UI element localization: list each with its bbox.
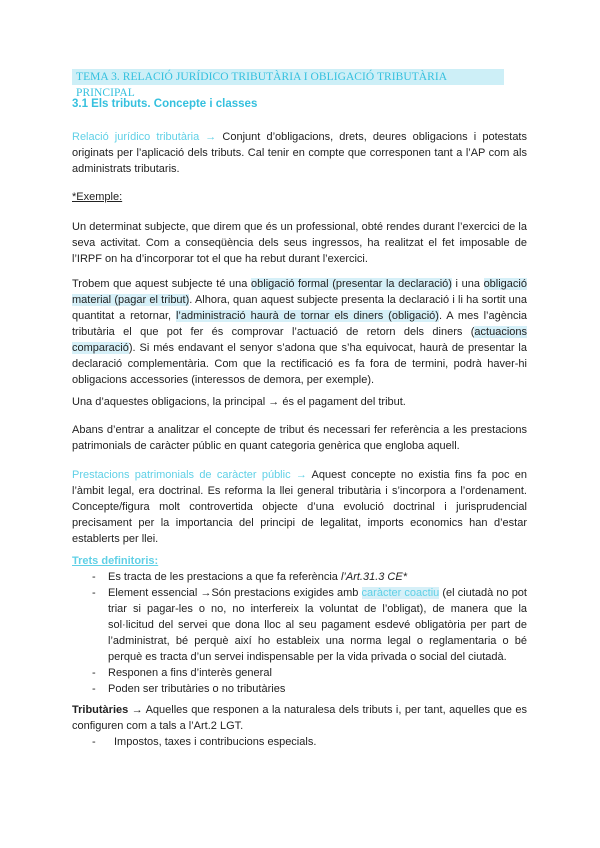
page-title: TEMA 3. RELACIÓ JURÍDICO TRIBUTÀRIA I OBLIGACIÓ TRIBUTÀRIA PRINCIPAL: [72, 69, 504, 85]
relacio-term: Relació jurídico tributària →: [72, 131, 217, 143]
trets-item-3-text: Responen a fins d’interès general: [108, 667, 272, 679]
trets-item-2-text: Element essencial →Són prestacions exigides amb: [108, 587, 362, 599]
highlight-administracio: l’administració haurà de tornar els diners (obligació): [175, 310, 439, 322]
prestacions-text: Aquest concepte no existia fins fa poc en l’àmbit legal, era doctrinal. Es reforma la llei general tributària i s’incorpora a l’ordenament. Concepte/figura molt controvertida objecte d’una evolució doctrinal i jurisprudencial precisament per la importancia del principi de legalitat, imports economics han d’estar establerts per llei.: [72, 469, 527, 545]
trobem-text-5: ). Si més endavant el senyor s’adona que s’ha equivocat, haurà de presentar la declaració complementària. Com que la rectificació es fa fora de termini, podrà haver-hi obligacions accessories (interessos de demora, per exemple).: [72, 342, 527, 386]
list-item: [92, 681, 527, 697]
highlight-actuacions: actuacions comparació: [72, 326, 527, 354]
trets-item-2-rest: (el ciutadà no pot triar si pagar-les o no, no interfereix la voluntat de l’obligat), de manera que la sol·licitud del servei que dona lloc al seu pagament esdevé obligatòria per part de l’administrat, bé perquè així ho estableix una norma legal o reglamentaria o bé perquè es tracta d’un servei indispensable per la vida privada o social del ciutadà.: [108, 587, 527, 663]
prestacions-paragraph: [72, 467, 527, 547]
bullet-dash: -: [92, 571, 96, 583]
list-item: [92, 569, 527, 585]
trets-item-4-text: Poden ser tributàries o no tributàries: [108, 683, 286, 695]
trobem-text-4: . A mes l’agència tributària el que pot fer és comprovar l’actuació de retorn dels diners (: [72, 310, 528, 338]
exemple-paragraph: Un determinat subjecte, que direm que és un professional, obté rendes durant l’exercici de la seva activitat. Com a conseqüència dels seus ingressos, ha realitzat el fet imposable de l’IRPF on ha d’incorporar tot el que ha rebut durant l’exercici.: [72, 221, 527, 265]
trets-label: Trets definitoris:: [72, 555, 159, 567]
abans-paragraph: Abans d’entrar a analitzar el concepte de tribut és necessari fer referència a les prestacions patrimonials de caràcter públic en quant categoria genèrica que engloba aquell.: [72, 424, 527, 452]
bullet-dash: -: [92, 736, 96, 748]
trets-list: [92, 569, 527, 697]
trets-item-1-text: Es tracta de les prestacions a que fa referència: [108, 571, 341, 583]
trobem-text-3: . Alhora, quan aquest subjecte presenta la declaració i li ha sortit una quantitat a retornar,: [72, 294, 527, 322]
trobem-paragraph: [72, 276, 527, 388]
bullet-dash: -: [92, 667, 96, 679]
trobem-text-1: Trobem que aquest subjecte té una: [72, 278, 252, 290]
prestacions-term: Prestacions patrimonials de caràcter públic →: [72, 469, 307, 481]
relacio-text: Conjunt d’obligacions, drets, deures obligacions i potestats originats per l’aplicació dels tributs. Cal tenir en compte que corresponen tant a l’AP com als administrats tributaris.: [72, 131, 527, 175]
highlight-obligacio-formal: obligació formal (presentar la declaració): [251, 278, 452, 290]
highlight-caracter-coactiu: caràcter coactiu: [361, 587, 440, 599]
bullet-dash: -: [92, 683, 96, 695]
trobem-text-2: i una: [451, 278, 484, 290]
exemple-label: *Exemple:: [72, 191, 123, 203]
tributaries-term: Tributàries: [72, 704, 129, 716]
una-paragraph: Una d’aquestes obligacions, la principal → és el pagament del tribut.: [72, 396, 406, 408]
list-item: [92, 665, 527, 681]
tributaries-item-text: Impostos, taxes i contribucions especials.: [114, 736, 317, 748]
tributaries-paragraph: [72, 702, 527, 734]
tributaries-list: [92, 734, 527, 750]
bullet-dash: -: [92, 587, 96, 599]
relacio-paragraph: [72, 129, 527, 177]
section-heading: 3.1 Els tributs. Concepte i classes: [72, 98, 258, 110]
list-item: [92, 585, 527, 665]
list-item: [92, 734, 527, 750]
tributaries-text: → Aquelles que responen a la naturalesa dels tributs i, per tant, aquelles que es configuren com a tals a l’Art.2 LGT.: [72, 704, 527, 732]
highlight-obligacio-material: obligació material (pagar el tribut): [72, 278, 527, 306]
trets-item-1-ref: l’Art.31.3 CE*: [340, 571, 407, 583]
